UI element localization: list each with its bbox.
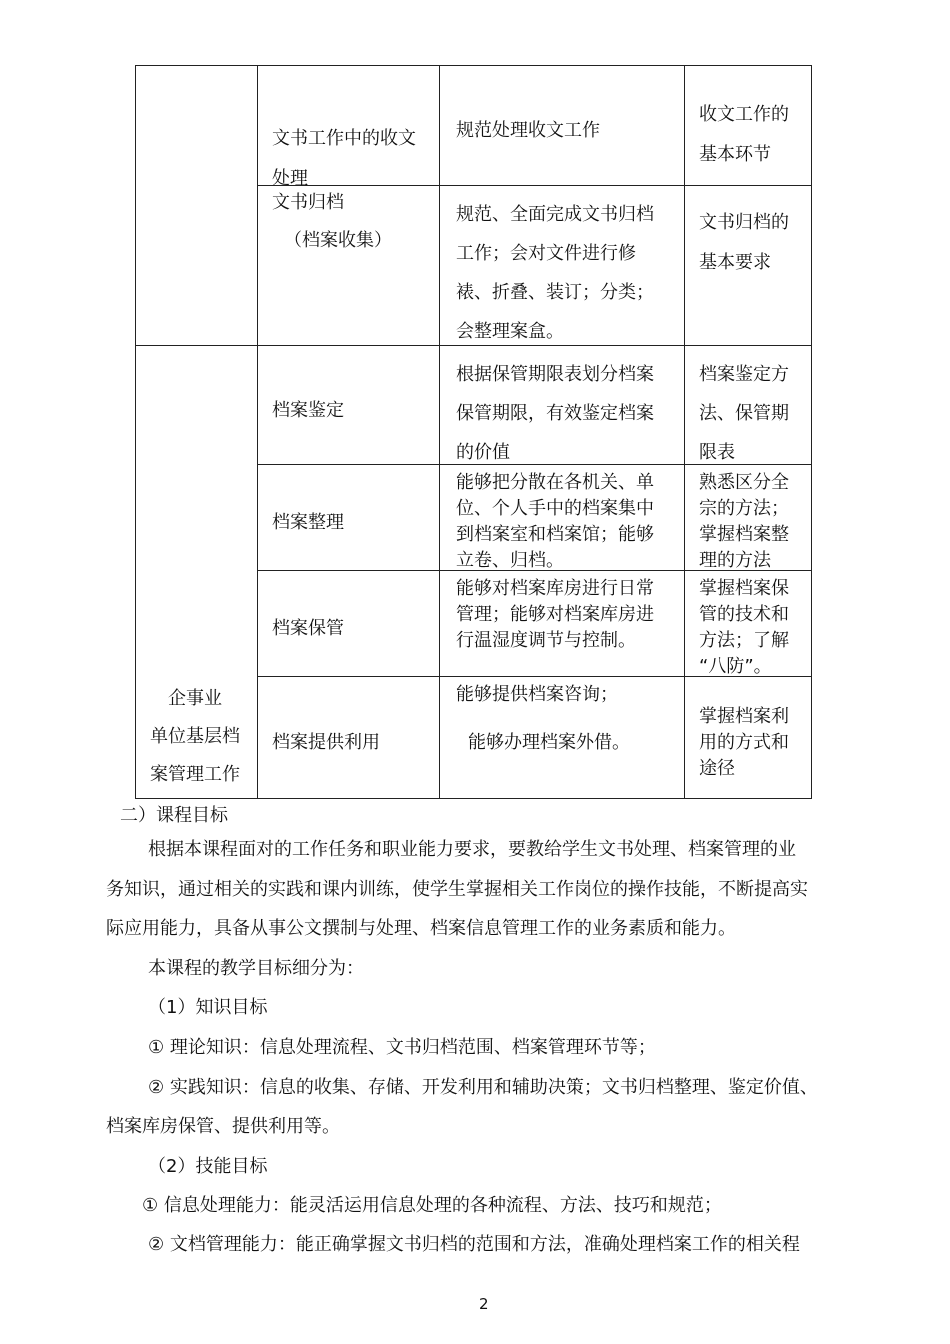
paragraph-line: 根据本课程面对的工作任务和职业能力要求，要教给学生文书处理、档案管理的业 [148, 839, 796, 860]
course-task-table: 文书工作中的收文 处理 规范处理收文工作 收文工作的 基本环节 文书归档 （档案收集） 规范、全面完成文书归档 工作；会对文件进行修 裱、折叠、装订；分类； 会整理案盒。 文书归档的 基本要求 档案鉴定 根据保管期限表划分档案 保管期限，有效鉴定档案 的价值 档案鉴定方 法、保管期 限表 档案整理 能够把分散在各机关、单 位、个人手中的档案集中 到档案室和档案馆；能够 立卷、归档。 熟悉区分全 宗的方法； 掌握档案整 理的方法 档案保管 能够对档案库房进行日常 管理；能够对档案库房进 行温湿度调节与控制。 掌握档案保 管的技术和 方法；了解 “八防”。 档案提供利用 能够提供档案咨询； 能够办理档案外借。 掌握档案利 用的方式和 途径 企事业 单位基层档 案管理工作 [0, 0, 950, 800]
section-heading: 二）课程目标 [120, 805, 228, 826]
table-border-right [811, 65, 812, 799]
table-row-divider [257, 464, 812, 465]
knowledge-item: ① 理论知识：信息处理流程、文书归档范围、档案管理环节等； [148, 1037, 656, 1058]
table-border-left [135, 65, 136, 799]
table-group-divider [135, 345, 812, 346]
table-border-top [135, 65, 812, 66]
table-col-divider [684, 65, 685, 799]
table-col-divider [257, 65, 258, 799]
table-row-divider [257, 185, 812, 186]
page-number: 2 [479, 1295, 489, 1313]
paragraph-line: 际应用能力，具备从事公文撰制与处理、档案信息管理工作的业务素质和能力。 [106, 918, 736, 939]
paragraph-line: 务知识，通过相关的实践和课内训练，使学生掌握相关工作岗位的操作技能，不断提高实 [106, 879, 808, 900]
knowledge-item: ② 实践知识：信息的收集、存储、开发利用和辅助决策；文书归档整理、鉴定价值、 [148, 1077, 818, 1098]
table-col-divider [439, 65, 440, 799]
paragraph-intro: 本课程的教学目标细分为： [148, 958, 364, 979]
skill-item: ① 信息处理能力：能灵活运用信息处理的各种流程、方法、技巧和规范； [142, 1195, 722, 1216]
knowledge-goal-title: （1）知识目标 [148, 997, 268, 1018]
knowledge-item-continued: 档案库房保管、提供利用等。 [106, 1116, 340, 1137]
skill-item: ② 文档管理能力：能正确掌握文书归档的范围和方法，准确处理档案工作的相关程 [148, 1234, 800, 1255]
table-border-bottom [135, 798, 812, 799]
skill-goal-title: （2）技能目标 [148, 1156, 268, 1177]
